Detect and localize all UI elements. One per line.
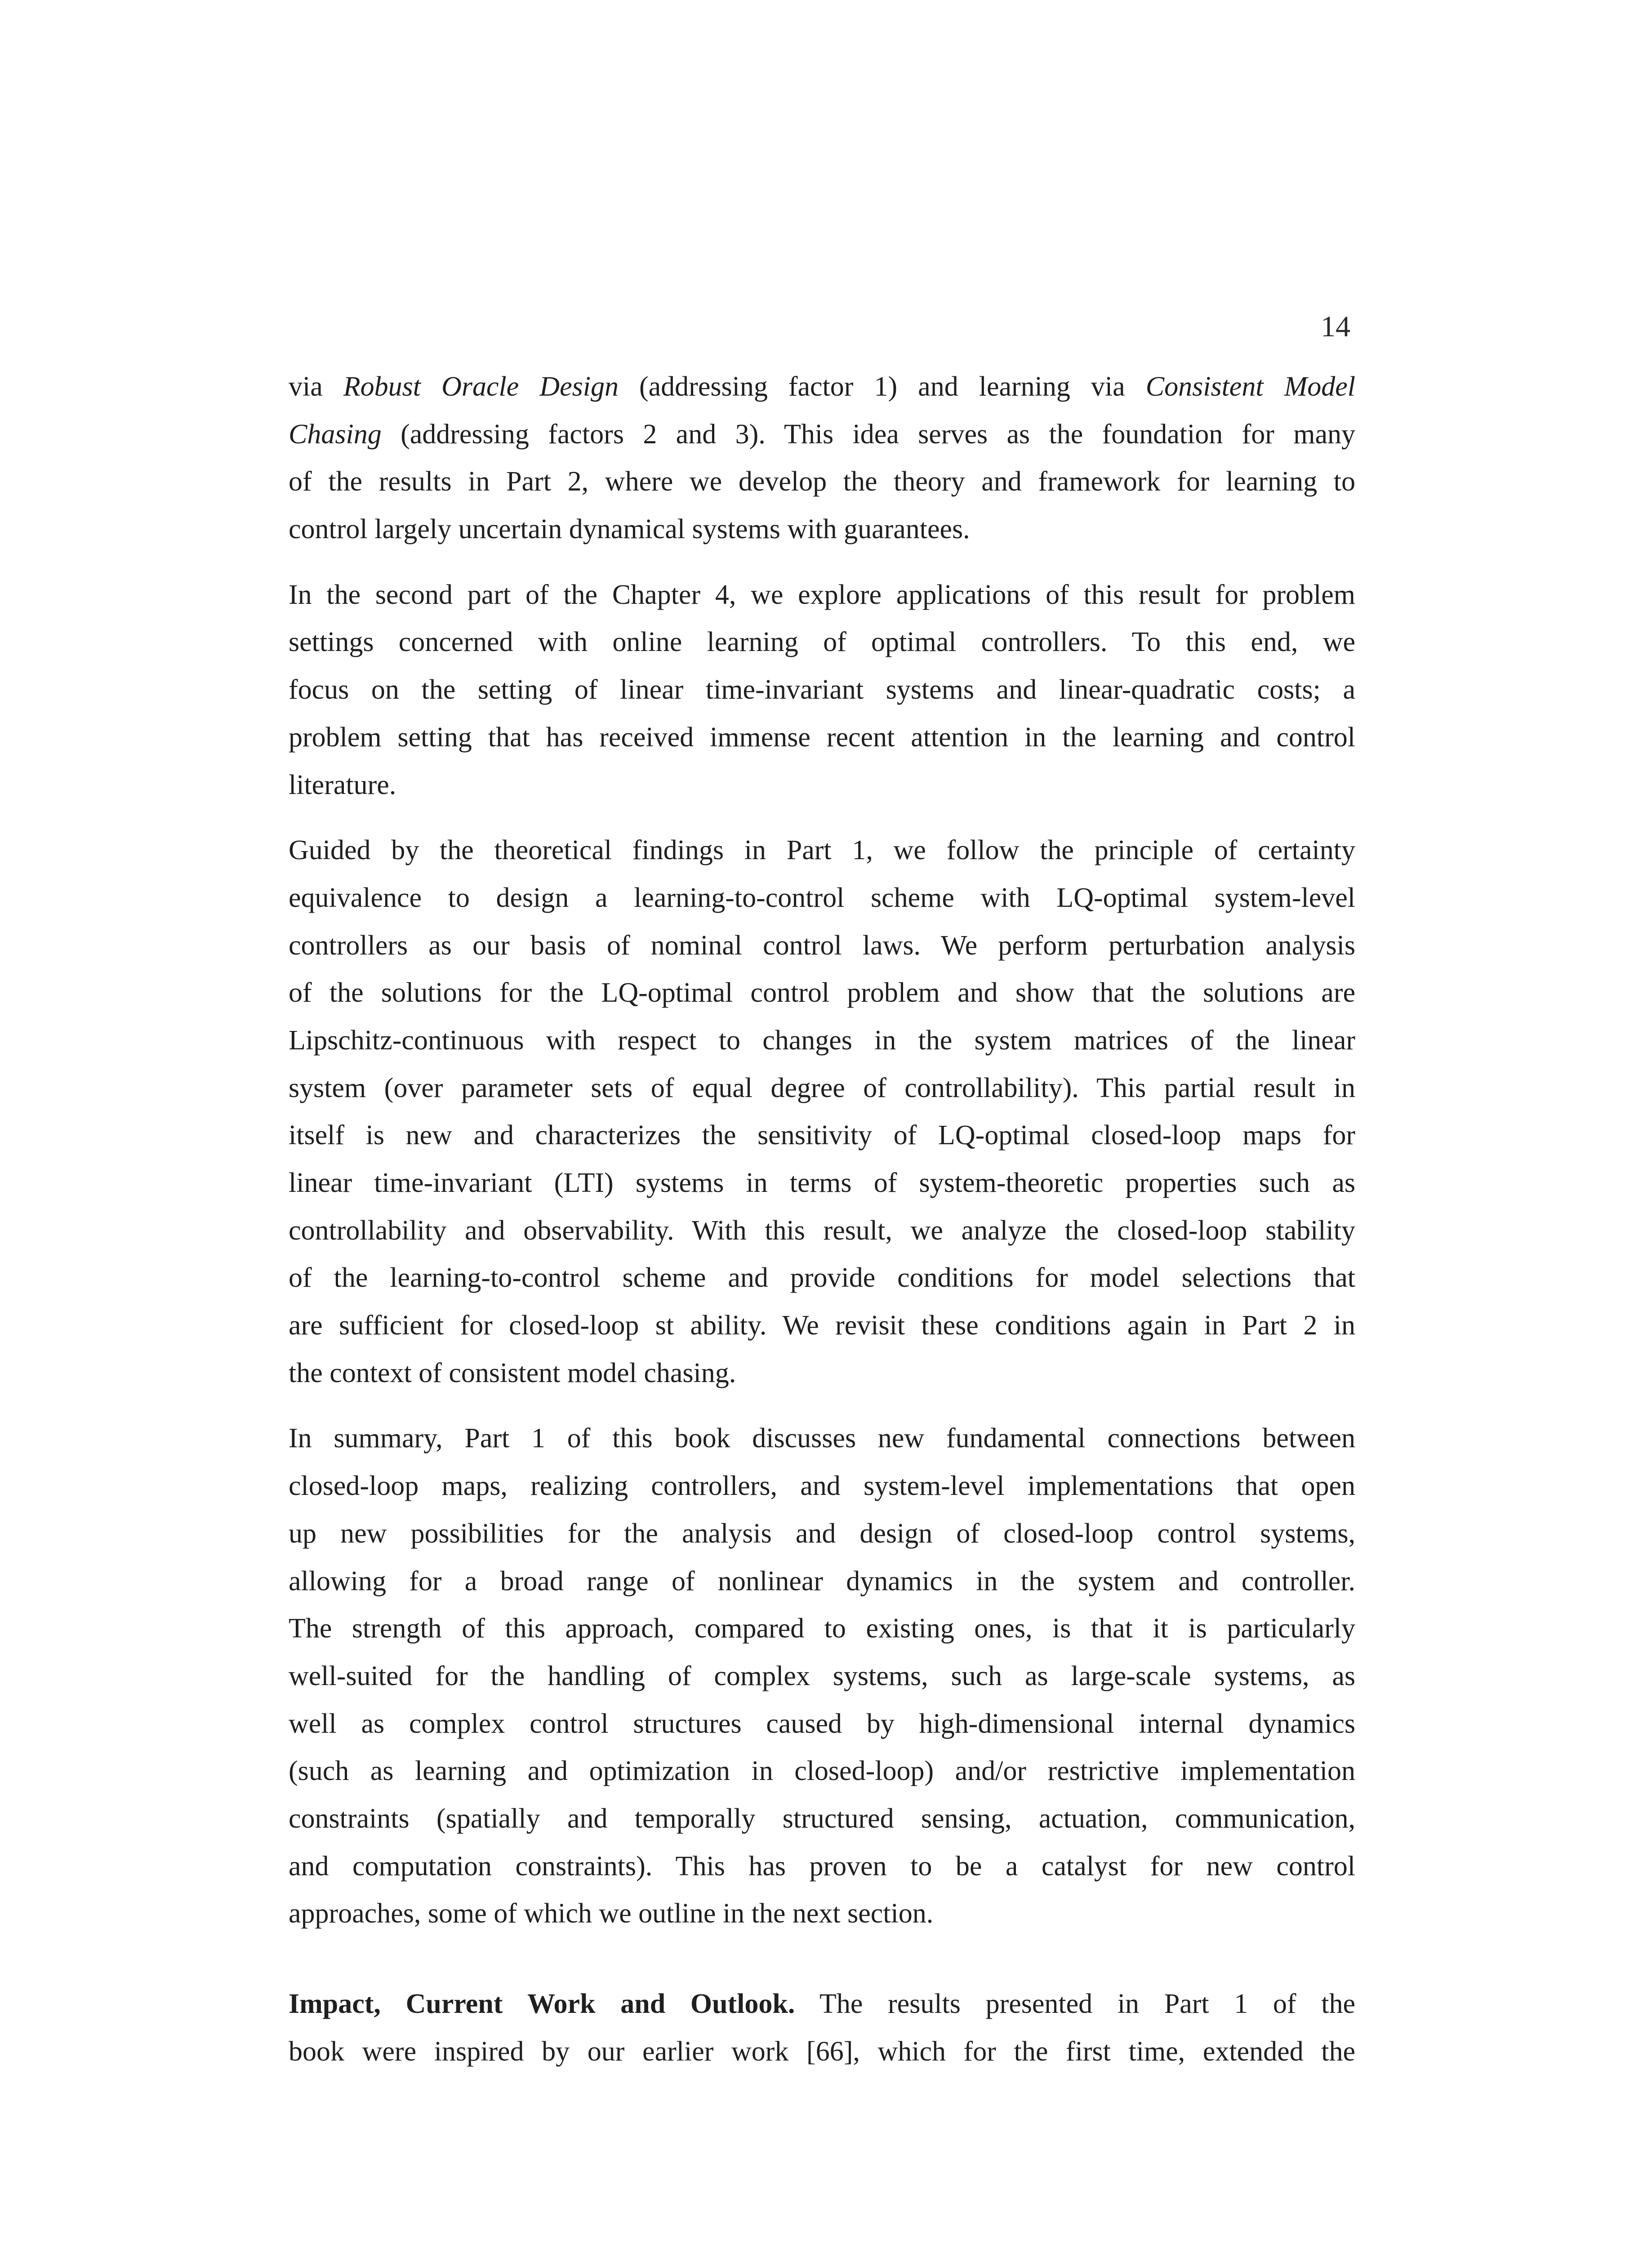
heading-text: Impact, Current Work and Outlook. <box>289 1989 795 2019</box>
text-segment: of the results in Part 2, where we develop the theory and framework for learning to <box>289 466 1355 497</box>
text-line <box>289 363 1355 411</box>
text-segment: Guided by the theoretical findings in Part 1, we follow the principle of certainty <box>289 835 1355 866</box>
text-line <box>289 1302 1355 1350</box>
paragraph-gap <box>289 1938 1355 1980</box>
text-line <box>289 1017 1355 1065</box>
text-segment: well as complex control structures caused by high-dimensional internal dynamics <box>289 1708 1355 1739</box>
paragraph-gap <box>289 1397 1355 1415</box>
text-line <box>289 666 1355 714</box>
text-segment: In summary, Part 1 of this book discusses new fundamental connections between <box>289 1423 1355 1454</box>
text-line <box>289 1558 1355 1606</box>
text-line <box>289 827 1355 874</box>
text-segment: linear time-invariant (LTI) systems in terms of system-theoretic properties such as <box>289 1168 1355 1198</box>
text-line <box>289 1207 1355 1255</box>
text-line <box>289 1065 1355 1112</box>
text-line <box>289 1254 1355 1302</box>
text-line <box>289 1463 1355 1510</box>
paragraph <box>289 1415 1355 1938</box>
text-line <box>289 1510 1355 1558</box>
text-line <box>289 619 1355 666</box>
text-segment: settings concerned with online learning of optimal controllers. To this end, we <box>289 627 1355 658</box>
text-segment: (such as learning and optimization in closed-loop) and/or restrictive implementation <box>289 1756 1355 1787</box>
text-segment: problem setting that has received immense recent attention in the learning and control <box>289 722 1355 753</box>
text-line <box>289 1890 1355 1938</box>
paragraph-gap <box>289 553 1355 571</box>
text-line <box>289 506 1355 553</box>
text-line <box>289 1415 1355 1463</box>
run-in-heading-paragraph <box>289 1980 1355 2075</box>
text-line <box>289 1700 1355 1748</box>
text-line <box>289 458 1355 506</box>
text-segment: controllers as our basis of nominal control laws. We perform perturbation analysis <box>289 930 1355 961</box>
emphasis-text: Chasing <box>289 419 382 450</box>
emphasis-text: Consistent Model <box>1145 371 1355 402</box>
text-segment: constraints (spatially and temporally structured sensing, actuation, communication, <box>289 1803 1355 1834</box>
text-line <box>289 922 1355 970</box>
text-line <box>289 1160 1355 1207</box>
paragraph <box>289 827 1355 1397</box>
text-line <box>289 762 1355 809</box>
body-text <box>289 363 1355 2075</box>
paragraph <box>289 363 1355 553</box>
text-segment: approaches, some of which we outline in the next section. <box>289 1898 934 1929</box>
text-segment: controllability and observability. With this result, we analyze the closed-loop stability <box>289 1215 1355 1246</box>
page-number: 14 <box>1321 310 1350 343</box>
text-segment: control largely uncertain dynamical systems with guarantees. <box>289 514 970 545</box>
text-line <box>289 2028 1355 2076</box>
text-segment: The results presented in Part 1 of the <box>795 1989 1355 2019</box>
text-segment: closed-loop maps, realizing controllers, and system-level implementations that open <box>289 1471 1355 1502</box>
text-segment: focus on the setting of linear time-invariant systems and linear-quadratic costs; a <box>289 674 1355 705</box>
text-line <box>289 1748 1355 1795</box>
text-segment: In the second part of the Chapter 4, we explore applications of this result for problem <box>289 579 1355 610</box>
text-segment: well-suited for the handling of complex systems, such as large-scale systems, as <box>289 1660 1355 1691</box>
text-segment: of the learning-to-control scheme and provide conditions for model selections that <box>289 1262 1355 1293</box>
text-segment: The strength of this approach, compared to existing ones, is that it is particularly <box>289 1613 1355 1644</box>
text-segment: (addressing factor 1) and learning via <box>618 371 1146 402</box>
text-line <box>289 1605 1355 1653</box>
text-line <box>289 1653 1355 1700</box>
text-line <box>289 874 1355 922</box>
paragraph-gap <box>289 809 1355 827</box>
text-line <box>289 411 1355 459</box>
text-segment: equivalence to design a learning-to-control scheme with LQ-optimal system-level <box>289 882 1355 913</box>
text-line <box>289 969 1355 1017</box>
text-segment: system (over parameter sets of equal degree of controllability). This partial result in <box>289 1072 1355 1103</box>
text-line <box>289 1350 1355 1397</box>
text-segment: via <box>289 371 343 402</box>
text-segment: Lipschitz-continuous with respect to changes in the system matrices of the linear <box>289 1025 1355 1056</box>
text-segment: book were inspired by our earlier work [66], which for the first time, extended the <box>289 2036 1355 2067</box>
text-segment: the context of consistent model chasing. <box>289 1357 736 1388</box>
text-line <box>289 1843 1355 1891</box>
text-line <box>289 1980 1355 2028</box>
text-segment: are sufficient for closed-loop st ability. We revisit these conditions again in Part 2 in <box>289 1310 1355 1341</box>
text-segment: (addressing factors 2 and 3). This idea serves as the foundation for many <box>381 419 1355 450</box>
text-segment: up new possibilities for the analysis and design of closed-loop control systems, <box>289 1518 1355 1549</box>
text-line <box>289 571 1355 619</box>
text-line <box>289 1112 1355 1160</box>
text-segment: itself is new and characterizes the sensitivity of LQ-optimal closed-loop maps for <box>289 1120 1355 1151</box>
text-segment: and computation constraints). This has proven to be a catalyst for new control <box>289 1851 1355 1882</box>
text-line <box>289 1795 1355 1843</box>
text-segment: allowing for a broad range of nonlinear dynamics in the system and controller. <box>289 1566 1355 1597</box>
text-line <box>289 714 1355 762</box>
paragraph <box>289 571 1355 809</box>
text-segment: literature. <box>289 769 396 800</box>
text-segment: of the solutions for the LQ-optimal control problem and show that the solutions are <box>289 977 1355 1008</box>
emphasis-text: Robust Oracle Design <box>343 371 619 402</box>
